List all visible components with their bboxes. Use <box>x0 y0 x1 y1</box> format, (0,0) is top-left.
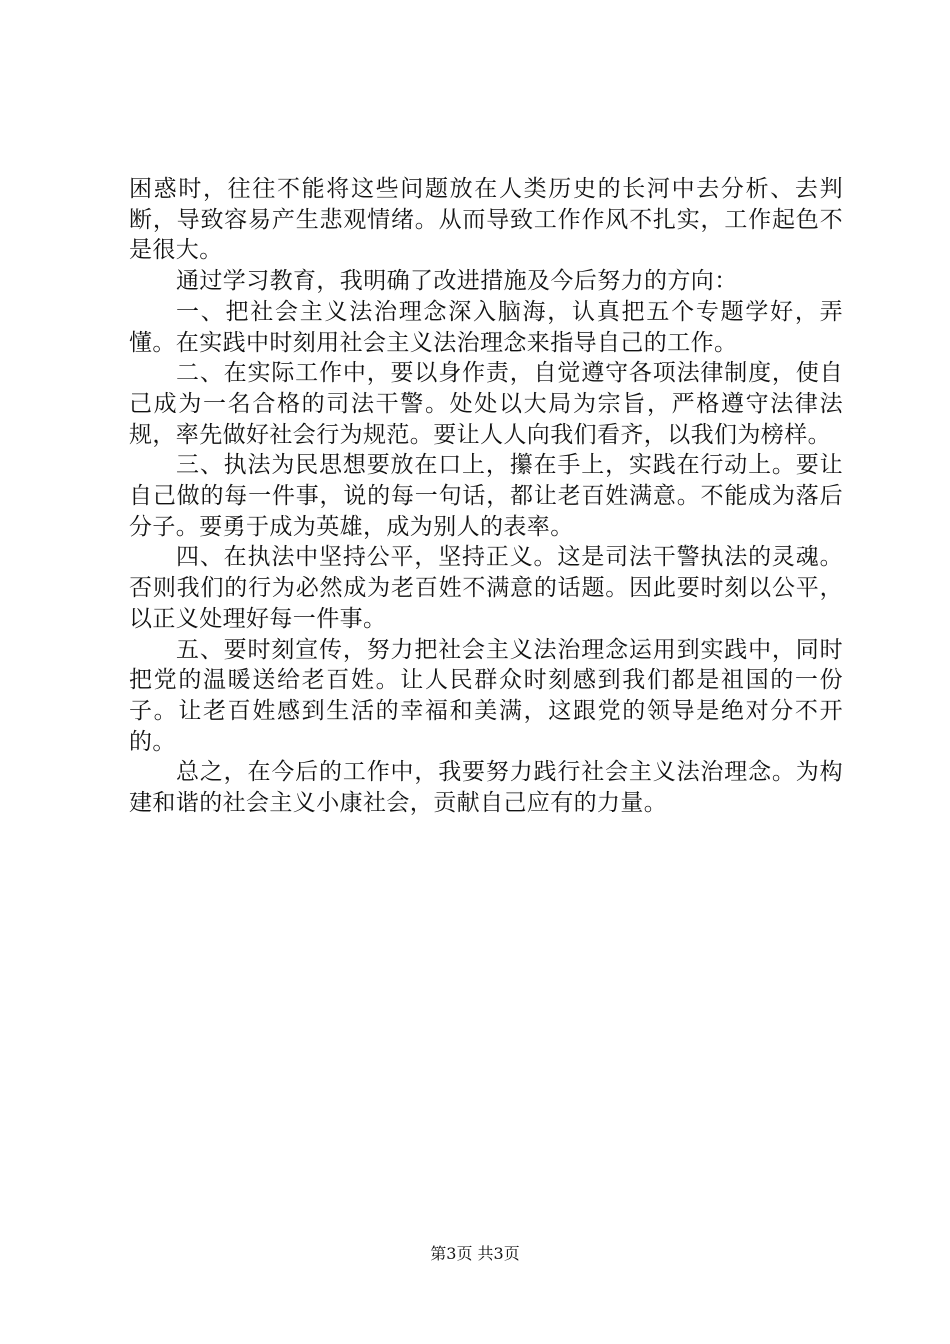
paragraph-7: 五、要时刻宣传，努力把社会主义法治理念运用到实践中，同时把党的温暖送给老百姓。让人民群众时刻感到我们都是祖国的一份子。让老百姓感到生活的幸福和美满，这跟党的领导是绝对分不开的。 <box>129 636 843 755</box>
paragraph-5: 三、执法为民思想要放在口上，攥在手上，实践在行动上。要让自己做的每一件事，说的每一句话，都让老百姓满意。不能成为落后分子。要勇于成为英雄，成为别人的表率。 <box>129 452 843 540</box>
paragraph-6: 四、在执法中坚持公平，坚持正义。这是司法干警执法的灵魂。否则我们的行为必然成为老百姓不满意的话题。因此要时刻以公平，以正义处理好每一件事。 <box>129 544 843 632</box>
page-footer: 第3页 共3页 <box>430 1244 520 1263</box>
document-body <box>129 174 843 819</box>
paragraph-4: 二、在实际工作中，要以身作责，自觉遵守各项法律制度，使自己成为一名合格的司法干警。处处以大局为宗旨，严格遵守法律法规，率先做好社会行为规范。要让人人向我们看齐，以我们为榜样。 <box>129 360 843 448</box>
paragraph-2: 通过学习教育，我明确了改进措施及今后努力的方向： <box>176 268 738 295</box>
paragraph-8: 总之，在今后的工作中，我要努力践行社会主义法治理念。为构建和谐的社会主义小康社会，贡献自己应有的力量。 <box>129 759 843 817</box>
paragraph-3: 一、把社会主义法治理念深入脑海，认真把五个专题学好，弄懂。在实践中时刻用社会主义法治理念来指导自己的工作。 <box>129 298 843 356</box>
paragraph-1: 困惑时，往往不能将这些问题放在人类历史的长河中去分析、去判断，导致容易产生悲观情绪。从而导致工作作风不扎实，工作起色不是很大。 <box>129 176 843 264</box>
